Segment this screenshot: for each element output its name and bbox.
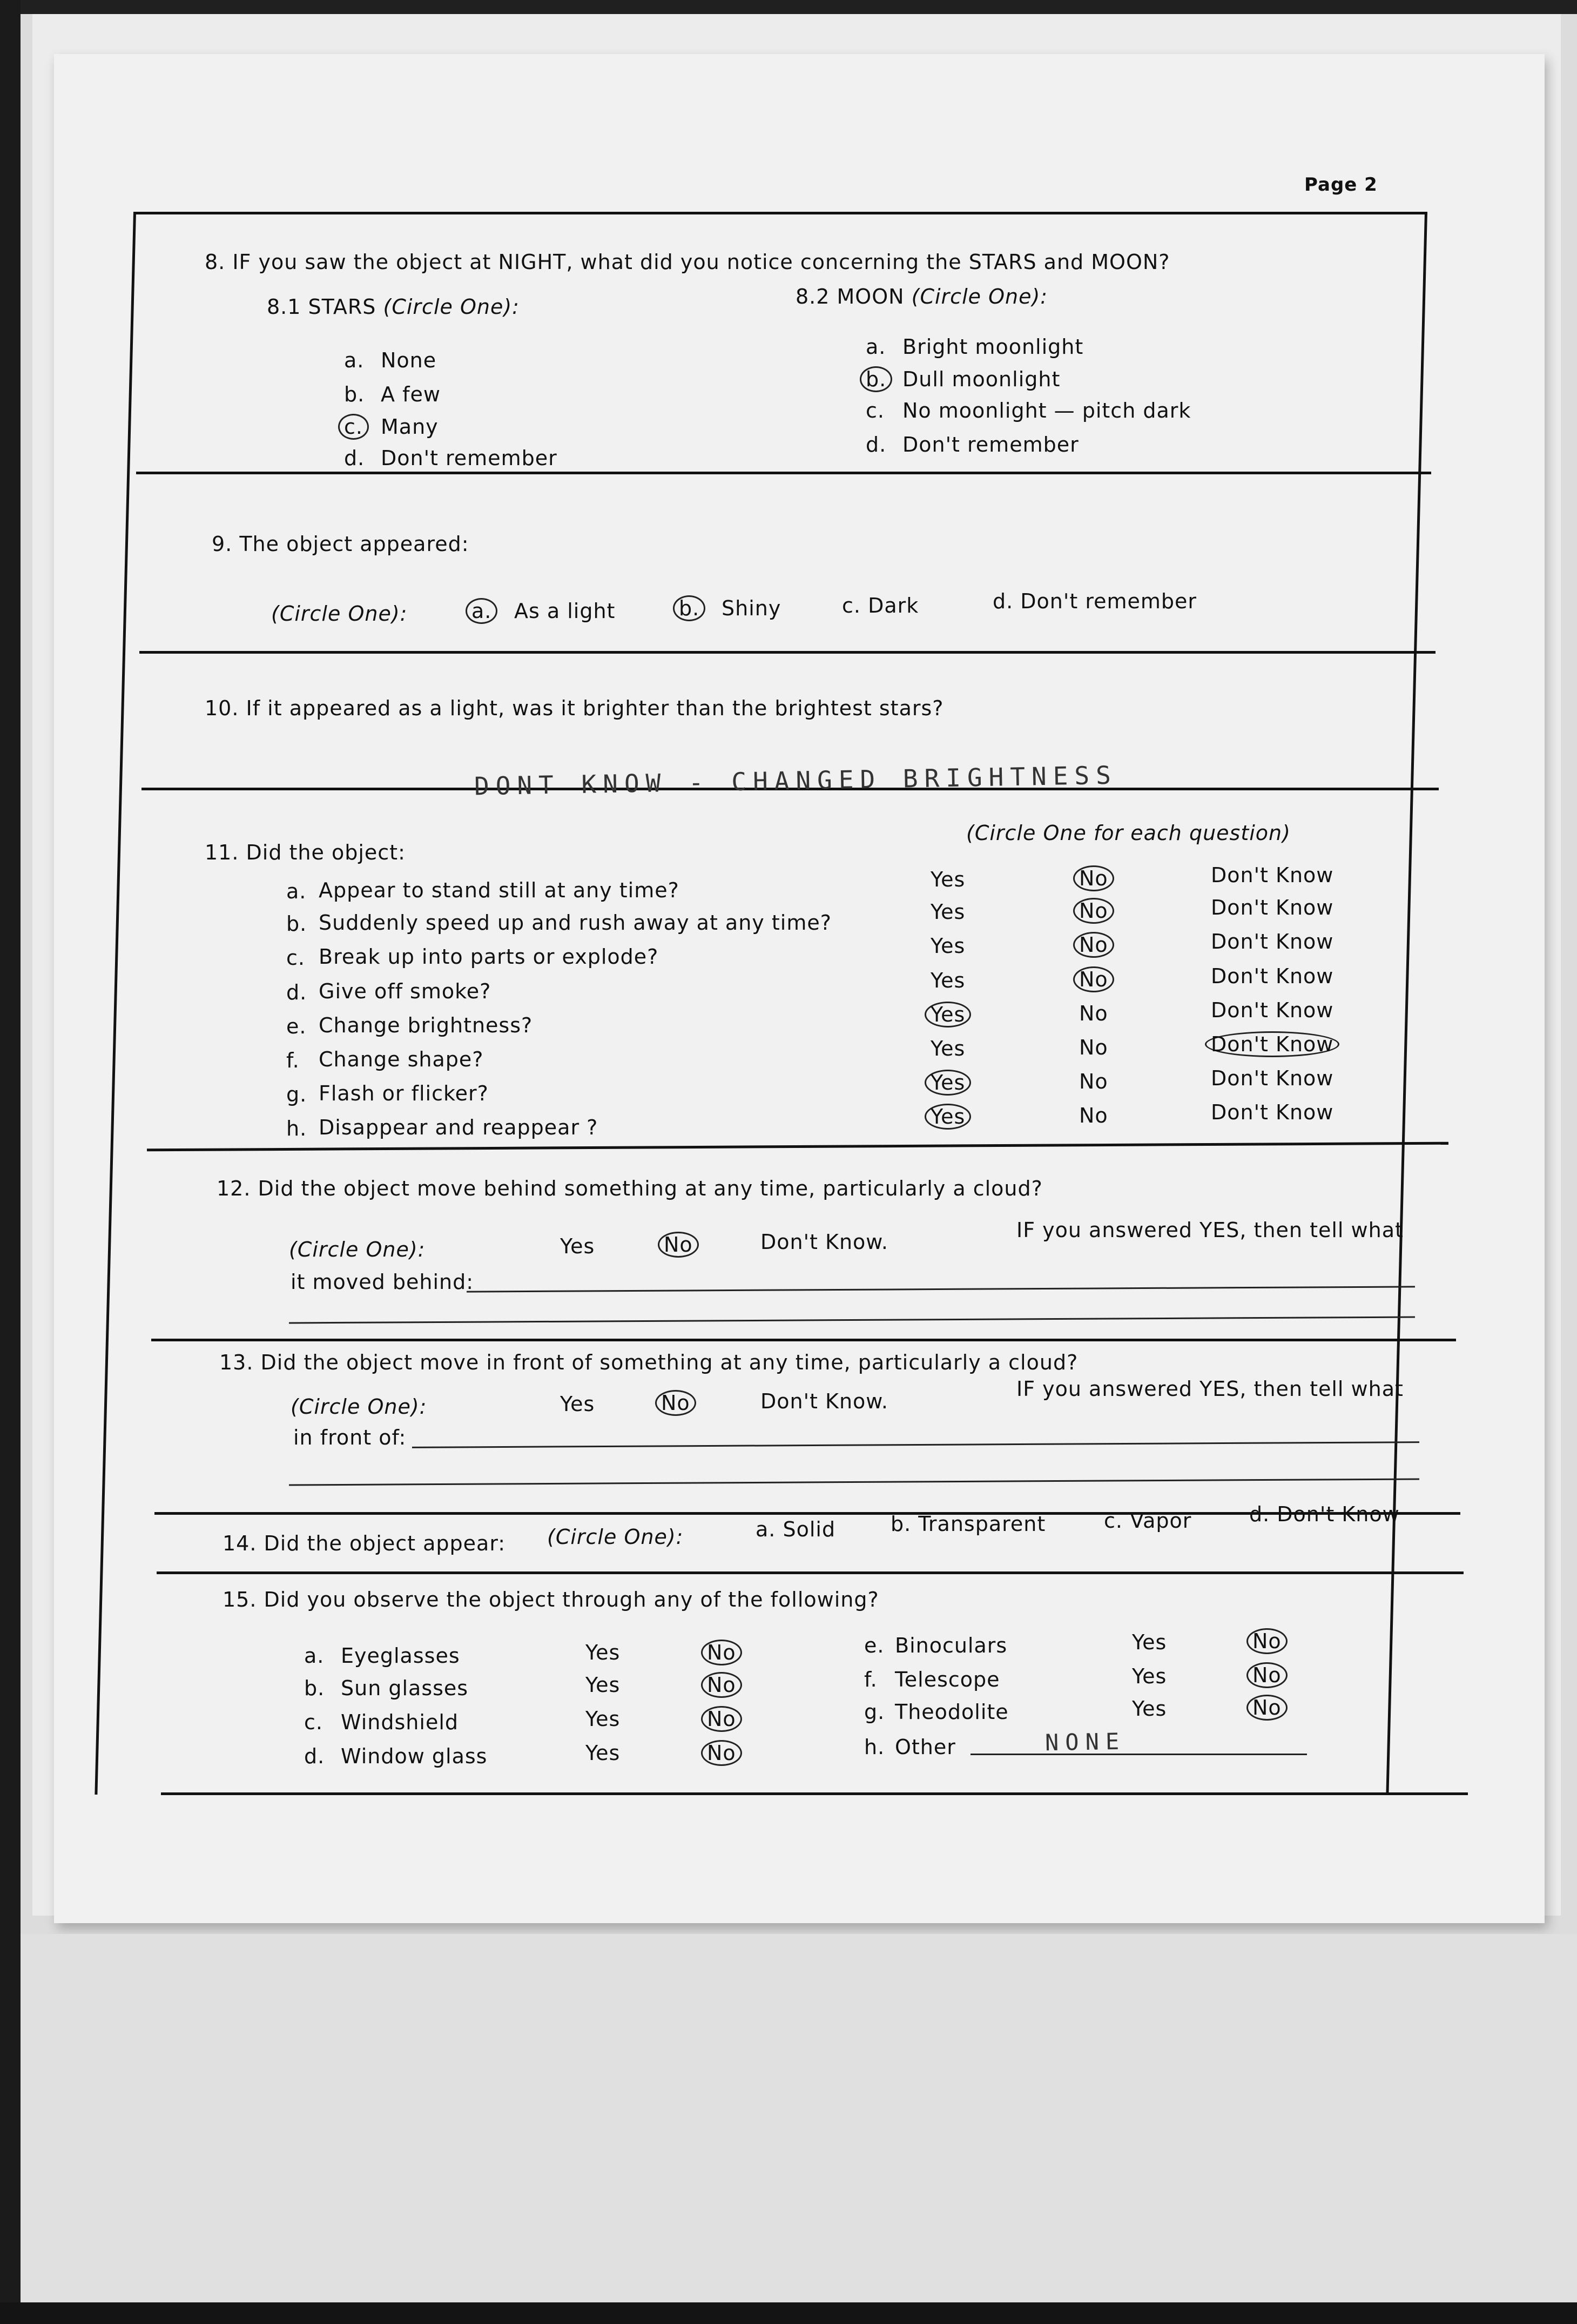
- q13-follow-up: IF you answered YES, then tell what: [1016, 1377, 1404, 1401]
- q11-answer-yes[interactable]: [931, 1004, 965, 1025]
- selection-circle: No: [1073, 966, 1114, 992]
- selection-circle: No: [1246, 1662, 1288, 1688]
- q15-answer-no[interactable]: [1252, 1665, 1282, 1685]
- q11-row-letter: [286, 881, 306, 902]
- q11-answer-no[interactable]: [1079, 1071, 1108, 1092]
- scan-border-left: [0, 0, 21, 2324]
- q15-answer-yes-text: Yes: [1132, 1697, 1167, 1721]
- q11-answer-yes[interactable]: [931, 1038, 965, 1059]
- moon-instruction: (Circle One):: [911, 285, 1048, 308]
- selection-circle: Yes: [925, 1104, 971, 1130]
- selection-circle: No: [1073, 898, 1114, 924]
- stars-option-d[interactable]: d. Don't remember: [344, 446, 557, 470]
- question-9-instruction: (Circle One):: [271, 602, 408, 626]
- q15-row-letter: [304, 1712, 323, 1732]
- q11-answer-no[interactable]: [1079, 901, 1108, 921]
- moon-option-c[interactable]: c. No moonlight — pitch dark: [866, 399, 1191, 422]
- q11-row-label-text: Change brightness?: [319, 1013, 533, 1037]
- q15-answer-no[interactable]: [1252, 1697, 1282, 1718]
- q15-answer-yes-text: Yes: [585, 1641, 621, 1664]
- q13-no[interactable]: [661, 1393, 690, 1413]
- moon-option-b[interactable]: b. Dull moonlight: [866, 369, 886, 389]
- q11-row-label: [319, 880, 679, 901]
- q11-row-letter: [286, 982, 307, 1003]
- q11-row-label-text: Suddenly speed up and rush away at any time?: [319, 911, 832, 935]
- q11-row-label: [319, 981, 491, 1002]
- moon-option-d[interactable]: d. Don't remember: [866, 433, 1079, 456]
- selection-circle: Yes: [925, 1070, 971, 1096]
- q11-answer-yes-text: Yes: [931, 934, 966, 958]
- q11-answer-yes[interactable]: [931, 869, 965, 890]
- q13-follow-up-label: in front of:: [293, 1426, 407, 1449]
- q12-instruction: (Circle One):: [289, 1238, 426, 1261]
- q11-answer-dont-know[interactable]: [1211, 1034, 1333, 1054]
- selection-circle: b.: [673, 595, 705, 621]
- q11-answer-no-text: No: [1079, 1070, 1108, 1093]
- q11-answer-no[interactable]: [1079, 1105, 1108, 1126]
- selection-circle: No: [701, 1706, 742, 1732]
- q13-instruction: (Circle One):: [291, 1395, 427, 1419]
- q15-answer-no[interactable]: [707, 1743, 736, 1763]
- scan-background: [21, 1934, 1577, 2302]
- question-11-instruction: (Circle One for each question): [966, 821, 1291, 845]
- scan-border-bottom: [0, 2302, 1577, 2324]
- stars-option-a[interactable]: a. None: [344, 348, 437, 372]
- q15-row-label-text: Window glass: [341, 1744, 488, 1768]
- stars-heading: [267, 297, 520, 317]
- q15-row-label-text: Eyeglasses: [341, 1644, 460, 1668]
- q11-row-label: [319, 1117, 598, 1138]
- q15-row-label-text: Windshield: [341, 1710, 459, 1734]
- question-10-text: 10. If it appeared as a light, was it brighter than the brightest stars?: [205, 696, 944, 720]
- q11-row-letter: [286, 948, 305, 968]
- q9-option-c[interactable]: c. Dark: [842, 594, 919, 617]
- q11-row-letter-text: h.: [286, 1117, 307, 1140]
- q15-row-letter-text: f.: [864, 1668, 878, 1691]
- q11-answer-no[interactable]: [1079, 969, 1108, 990]
- q15-answer-yes-text: Yes: [585, 1741, 621, 1765]
- q14-option-d[interactable]: d. Don't Know: [1249, 1502, 1400, 1526]
- q15-answer-no[interactable]: [707, 1642, 736, 1663]
- stars-heading-label: 8.1 STARS: [267, 295, 376, 319]
- q11-answer-dont-know[interactable]: [1211, 1102, 1333, 1123]
- q15-row-letter-text: c.: [304, 1710, 323, 1734]
- selection-circle: No: [1246, 1628, 1288, 1654]
- q11-row-letter: [286, 1118, 307, 1139]
- q11-answer-no-text: No: [1079, 1104, 1108, 1127]
- q11-row-label: [319, 1049, 483, 1070]
- q14-option-a[interactable]: a. Solid: [756, 1517, 836, 1541]
- moon-heading-label: 8.2 MOON: [796, 285, 905, 308]
- q11-answer-dont-know[interactable]: [1211, 1000, 1333, 1020]
- q11-answer-yes[interactable]: [931, 970, 965, 991]
- selection-circle: No: [658, 1232, 699, 1258]
- q15-answer-yes[interactable]: [585, 1709, 620, 1729]
- question-14-text: 14. Did the object appear:: [223, 1532, 506, 1555]
- stars-option-b[interactable]: b. A few: [344, 382, 441, 406]
- q15-row-label: [895, 1669, 1000, 1690]
- q15-row-letter: [864, 1702, 885, 1722]
- q13-yes[interactable]: Yes: [560, 1392, 595, 1416]
- q15-answer-no[interactable]: [707, 1709, 736, 1729]
- selection-circle: Yes: [925, 1002, 971, 1027]
- q14-option-c[interactable]: c. Vapor: [1104, 1509, 1192, 1533]
- stars-option-c[interactable]: c. Many: [344, 417, 363, 437]
- q11-answer-no-text: No: [1079, 1002, 1108, 1025]
- q11-row-label: [319, 1083, 489, 1104]
- q15-answer-yes[interactable]: [1132, 1632, 1167, 1653]
- q11-row-label-text: Flash or flicker?: [319, 1082, 489, 1105]
- q11-answer-no[interactable]: [1079, 868, 1108, 889]
- question-11-text: 11. Did the object:: [205, 841, 406, 864]
- q11-row-letter-text: g.: [286, 1083, 307, 1106]
- q11-answer-yes-text: Yes: [931, 868, 966, 891]
- q11-answer-yes[interactable]: [931, 1072, 965, 1093]
- question-12-text: 12. Did the object move behind something at any time, particularly a cloud?: [217, 1177, 1043, 1200]
- q11-answer-no[interactable]: [1079, 1003, 1108, 1024]
- q15-row-label: [341, 1712, 459, 1732]
- q11-answer-yes-text: Yes: [931, 1037, 966, 1060]
- q15-row-letter-text: e.: [864, 1634, 885, 1657]
- selection-circle: No: [655, 1390, 696, 1416]
- selection-circle: No: [701, 1672, 742, 1698]
- selection-circle: No: [1073, 865, 1114, 891]
- q15-option-h: h. Other: [864, 1735, 956, 1759]
- q11-answer-dont-know-text: Don't Know: [1211, 930, 1334, 953]
- q11-row-label-text: Appear to stand still at any time?: [319, 878, 679, 902]
- q15-row-label: [895, 1702, 1009, 1722]
- q11-row-label-text: Change shape?: [319, 1047, 484, 1071]
- selection-circle: No: [1246, 1695, 1288, 1721]
- q11-answer-dont-know-text: Don't Know: [1211, 896, 1334, 919]
- moon-heading: [796, 286, 1048, 307]
- q15-row-label-text: Sun glasses: [341, 1676, 469, 1700]
- q11-answer-no[interactable]: [1079, 935, 1108, 955]
- q11-answer-yes-text: Yes: [931, 900, 966, 924]
- q15-answer-yes-text: Yes: [1132, 1664, 1167, 1688]
- q15-row-letter: [864, 1669, 878, 1690]
- q15-answer-no[interactable]: [707, 1675, 736, 1695]
- q11-answer-dont-know-text: Don't Know: [1211, 1100, 1334, 1124]
- q11-row-letter-text: d.: [286, 980, 307, 1004]
- q15-row-letter-text: b.: [304, 1676, 325, 1700]
- q9-option-d[interactable]: d. Don't remember: [993, 589, 1197, 613]
- moon-option-a[interactable]: a. Bright moonlight: [866, 335, 1084, 359]
- q15-row-label: [341, 1746, 487, 1766]
- selection-circle: Don't Know: [1205, 1031, 1339, 1057]
- q11-row-letter-text: f.: [286, 1049, 300, 1072]
- q15-row-label-text: Binoculars: [895, 1634, 1008, 1657]
- stars-instruction: (Circle One):: [383, 295, 520, 319]
- q11-answer-yes-text: Yes: [931, 969, 966, 992]
- q11-row-letter-text: e.: [286, 1015, 307, 1038]
- q14-option-b[interactable]: b. Transparent: [891, 1512, 1046, 1536]
- q15-row-letter-text: d.: [304, 1744, 325, 1768]
- q11-row-label-text: Give off smoke?: [319, 979, 491, 1003]
- q11-answer-dont-know[interactable]: [1211, 865, 1333, 885]
- q11-answer-dont-know-text: Don't Know: [1211, 998, 1334, 1022]
- page-number: Page 2: [1304, 174, 1378, 196]
- q10-handwritten-answer[interactable]: DONT KNOW - CHANGED BRIGHTNESS: [474, 760, 1118, 801]
- form-page: [54, 54, 1545, 1923]
- q12-no[interactable]: [664, 1234, 693, 1255]
- q15-row-label-text: Telescope: [895, 1668, 1000, 1691]
- q15-row-letter-text: a.: [304, 1644, 325, 1668]
- q11-answer-dont-know-text: Don't Know: [1211, 863, 1334, 887]
- q15-answer-yes[interactable]: [585, 1743, 620, 1763]
- q15-other-handwritten-answer[interactable]: NONE: [1044, 1728, 1126, 1756]
- q12-follow-up: IF you answered YES, then tell what: [1016, 1218, 1404, 1242]
- q15-row-letter: [304, 1746, 325, 1766]
- q15-answer-yes[interactable]: [585, 1642, 620, 1663]
- selection-circle: No: [701, 1740, 742, 1766]
- q11-row-letter-text: b.: [286, 912, 307, 936]
- q13-dont-know[interactable]: Don't Know.: [760, 1389, 888, 1413]
- q11-row-letter: [286, 1050, 300, 1071]
- q15-row-label: [895, 1635, 1007, 1656]
- q15-answer-yes[interactable]: [1132, 1698, 1167, 1719]
- q15-row-label-text: Theodolite: [895, 1700, 1009, 1724]
- selection-circle: b.: [860, 366, 892, 392]
- q15-row-label: [341, 1645, 460, 1666]
- q12-follow-up-label: it moved behind:: [291, 1270, 474, 1294]
- q11-answer-yes[interactable]: [931, 936, 965, 956]
- q15-other-line[interactable]: [971, 1754, 1307, 1755]
- q11-row-label: [319, 912, 832, 933]
- selection-circle: c.: [338, 414, 369, 440]
- q9-option-a[interactable]: a. As a light: [471, 601, 491, 621]
- question-13-text: 13. Did the object move in front of something at any time, particularly a cloud?: [219, 1351, 1079, 1374]
- selection-circle: No: [701, 1640, 742, 1665]
- q11-answer-dont-know[interactable]: [1211, 897, 1333, 918]
- q15-answer-no[interactable]: [1252, 1631, 1282, 1651]
- q11-row-letter: [286, 1084, 307, 1105]
- q11-row-label: [319, 946, 658, 967]
- q9-option-b[interactable]: b. Shiny: [679, 598, 699, 619]
- q11-answer-no[interactable]: [1079, 1037, 1108, 1058]
- q11-row-letter-text: a.: [286, 879, 307, 903]
- selection-circle: a.: [466, 598, 497, 624]
- q15-row-label: [341, 1678, 468, 1698]
- question-9-text: 9. The object appeared:: [212, 532, 469, 556]
- q15-answer-yes-text: Yes: [585, 1673, 621, 1697]
- q11-answer-dont-know[interactable]: [1211, 931, 1333, 952]
- question-15-text: 15. Did you observe the object through any of the following?: [223, 1588, 879, 1611]
- q15-row-letter: [304, 1645, 324, 1666]
- q15-row-letter-text: g.: [864, 1700, 885, 1724]
- q11-answer-no-text: No: [1079, 1036, 1108, 1059]
- q11-answer-dont-know-text: Don't Know: [1211, 1066, 1334, 1090]
- q11-answer-yes[interactable]: [931, 902, 965, 922]
- q14-instruction: (Circle One):: [547, 1525, 684, 1549]
- q11-answer-dont-know-text: Don't Know: [1211, 964, 1334, 988]
- q11-row-label-text: Break up into parts or explode?: [319, 945, 659, 969]
- q11-row-label: [319, 1015, 533, 1036]
- q12-dont-know[interactable]: Don't Know.: [760, 1230, 888, 1254]
- scan-border-top: [0, 0, 1577, 14]
- q11-answer-dont-know[interactable]: [1211, 966, 1333, 986]
- q11-answer-dont-know[interactable]: [1211, 1068, 1333, 1089]
- q12-yes[interactable]: Yes: [560, 1234, 595, 1258]
- q15-answer-yes-text: Yes: [585, 1707, 621, 1731]
- q11-row-label-text: Disappear and reappear ?: [319, 1116, 598, 1139]
- q15-answer-yes[interactable]: [1132, 1666, 1167, 1687]
- q11-row-letter-text: c.: [286, 946, 305, 970]
- q11-row-letter: [286, 1016, 306, 1037]
- question-8-text: 8. IF you saw the object at NIGHT, what did you notice concerning the STARS and MOON?: [205, 250, 1170, 274]
- q11-answer-yes[interactable]: [931, 1106, 965, 1127]
- q15-answer-yes-text: Yes: [1132, 1630, 1167, 1654]
- q15-answer-yes[interactable]: [585, 1675, 620, 1695]
- q11-row-letter: [286, 914, 307, 934]
- selection-circle: No: [1073, 932, 1114, 958]
- q15-row-letter: [304, 1678, 325, 1698]
- q15-row-letter: [864, 1635, 884, 1656]
